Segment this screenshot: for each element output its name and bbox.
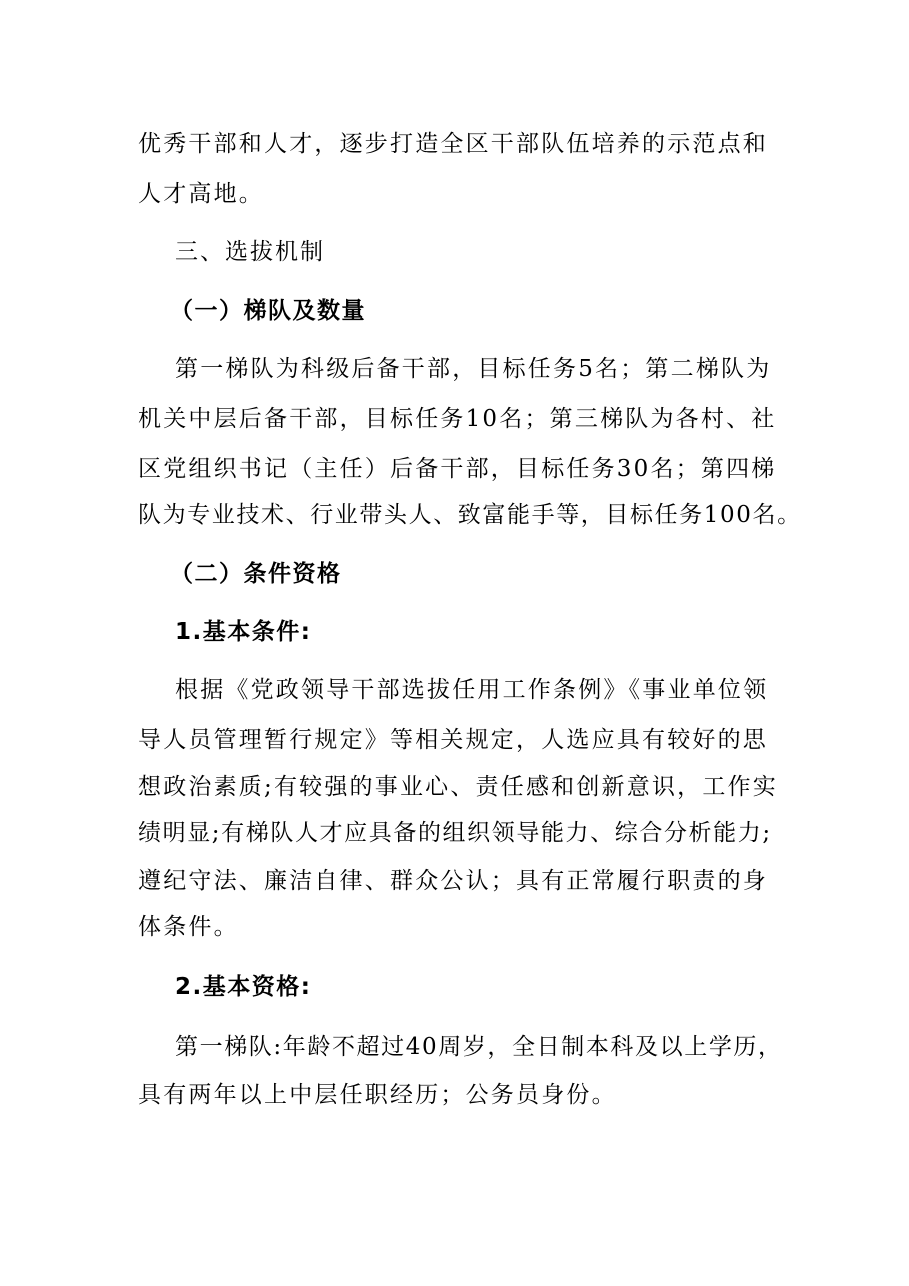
- paragraph-line: 导人员管理暂行规定》等相关规定，人选应具有较好的思: [138, 727, 768, 753]
- paragraph-line: 机关中层后备干部，目标任务10名；第三梯队为各村、社: [138, 406, 777, 432]
- paragraph-line: 体条件。: [138, 914, 239, 940]
- subsection-heading: （一）梯队及数量: [170, 298, 366, 324]
- paragraph-line: 根据《党政领导干部选拔任用工作条例》《事业单位领: [175, 677, 769, 703]
- paragraph-line: 想政治素质;有较强的事业心、责任感和创新意识，工作实: [138, 774, 778, 800]
- paragraph-line: 绩明显;有梯队人才应具备的组织领导能力、综合分析能力;: [138, 820, 772, 846]
- section-heading: 三、选拔机制: [175, 239, 325, 265]
- paragraph-line: 具有两年以上中层任职经历；公务员身份。: [138, 1082, 617, 1108]
- paragraph-line: 第一梯队为科级后备干部，目标任务5名；第二梯队为: [175, 356, 772, 382]
- paragraph-line: 人才高地。: [138, 181, 264, 207]
- paragraph-line: 区党组织书记（主任）后备干部，目标任务30名；第四梯: [138, 456, 777, 482]
- paragraph-line: 优秀干部和人才，逐步打造全区干部队伍培养的示范点和: [138, 131, 768, 157]
- item-heading: 2.基本资格:: [175, 974, 312, 1000]
- paragraph-line: 队为专业技术、行业带头人、致富能手等，目标任务100名。: [138, 502, 802, 528]
- paragraph-line: 遵纪守法、廉洁自律、群众公认；具有正常履行职责的身: [138, 868, 768, 894]
- paragraph-line: 第一梯队:年龄不超过40周岁，全日制本科及以上学历，: [175, 1034, 783, 1060]
- subsection-heading: （二）条件资格: [170, 561, 342, 587]
- item-heading: 1.基本条件:: [175, 619, 312, 645]
